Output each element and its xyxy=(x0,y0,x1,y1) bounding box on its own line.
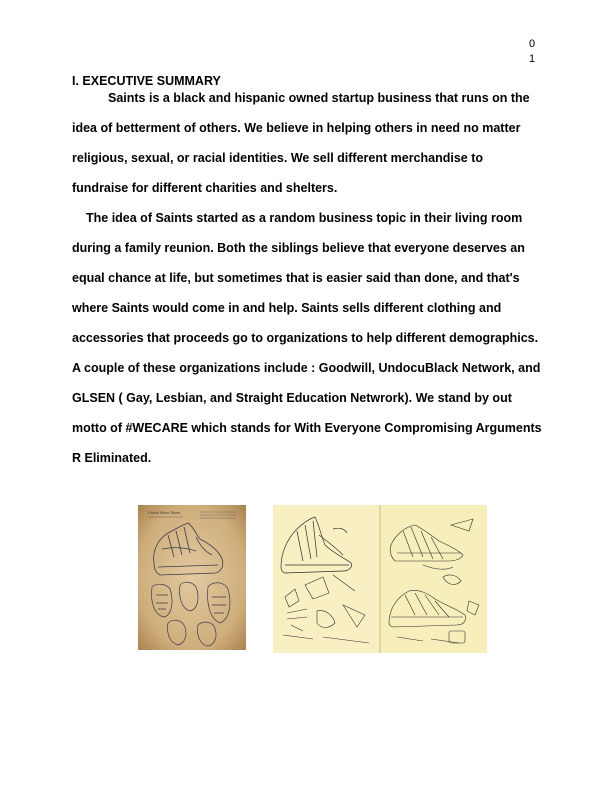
section-heading: I. EXECUTIVE SUMMARY xyxy=(72,74,221,88)
patent-header-text: United States Patent xyxy=(148,510,181,515)
patent-drawing-image xyxy=(138,505,246,650)
executive-summary-body xyxy=(72,83,542,473)
page-number: 01 xyxy=(528,38,536,65)
paragraph-intro: Saints is a black and hispanic owned startup business that runs on the idea of betterment of others. We believe in helping others in need no matter religious, sexual, or racial identities. We sell different merchandise to fundraise for different charities and shelters. xyxy=(72,91,530,195)
sneaker-sketchbook-image xyxy=(273,505,487,653)
paragraph-origin: The idea of Saints started as a random business topic in their living room during a family reunion. Both the siblings believe that everyone deserves an equal chance at life, but sometimes that is easier said than done, and that's where Saints would come in and help. Saints sells different clothing and accessories that proceeds go to organizations to help different demographics. A couple of these organizations include : Goodwill, UndocuBlack Network, and GLSEN ( Gay, Lesbian, and Straight Education Netwrork). We stand by out motto of #WECARE which stands for With Everyone Compromising Arguments R Eliminated. xyxy=(72,211,542,465)
